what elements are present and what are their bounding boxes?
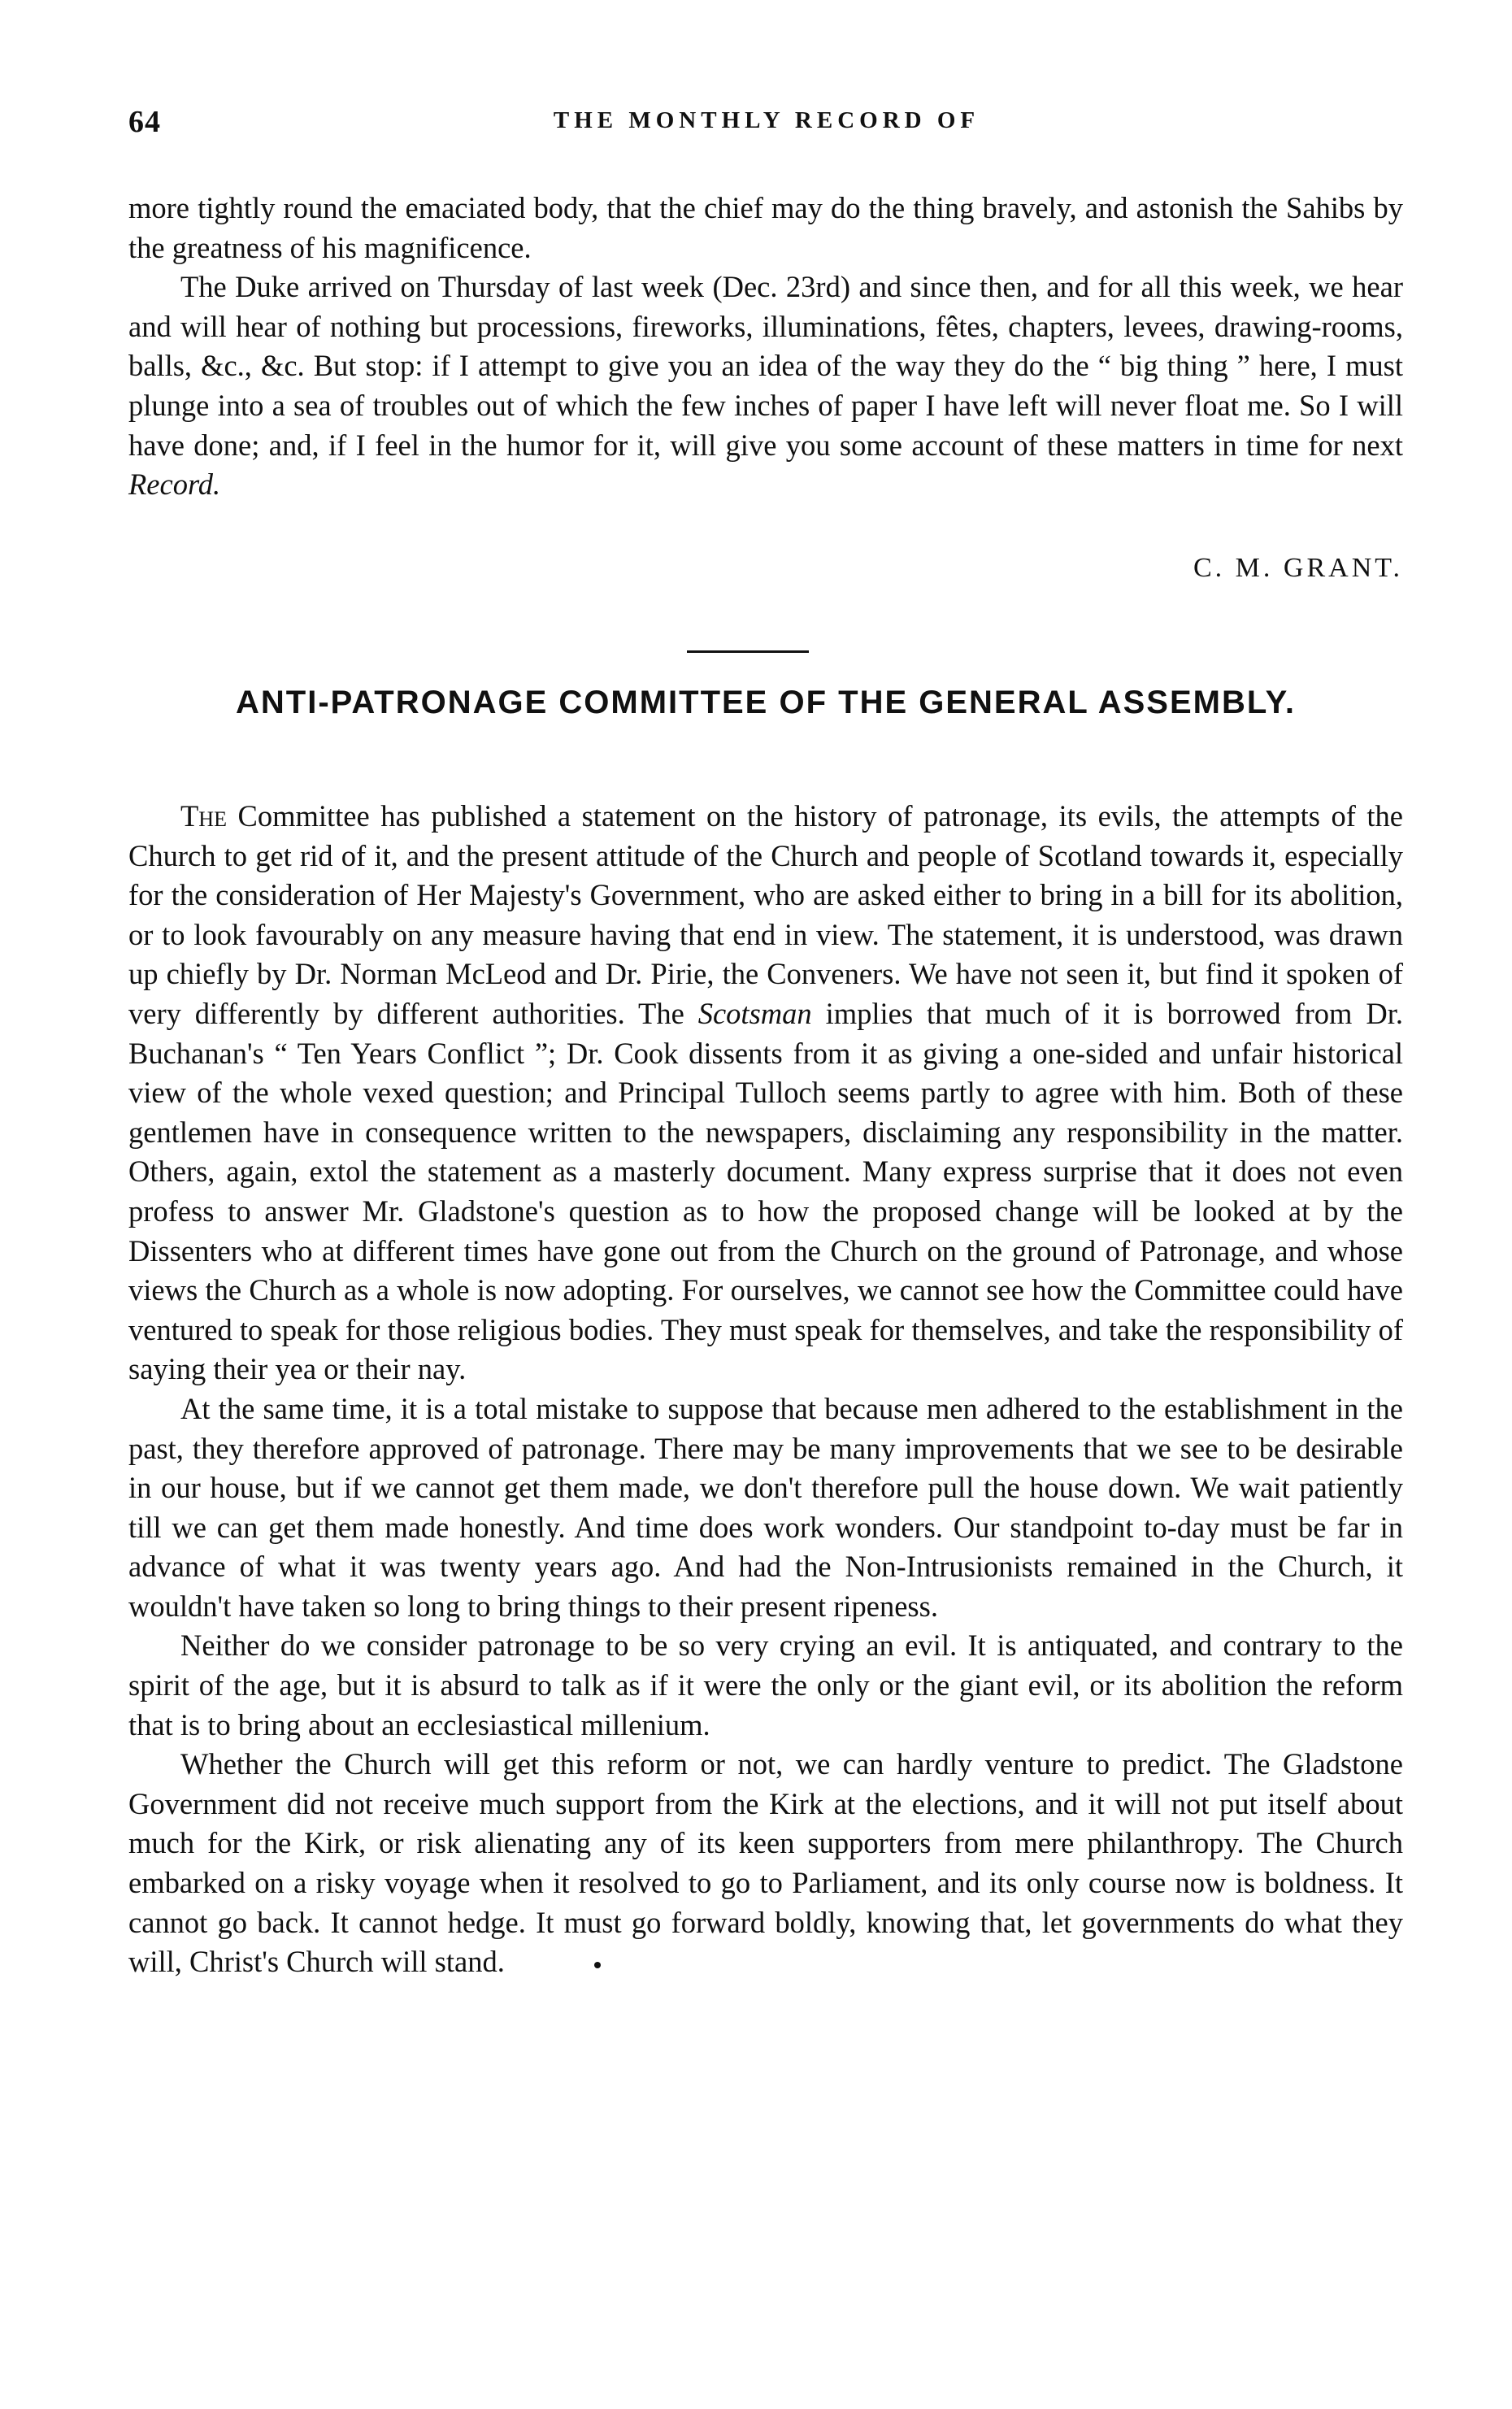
record-italic: Record. [128, 467, 221, 502]
letter-signature: C. M. GRANT. [1193, 553, 1403, 583]
article-paragraph-2: At the same time, it is a total mistake to suppose that because men adhered to the establishment in the past, they therefore approved of patronage. There may be many improvements that we see to be desirable in our house, but if we cannot get them made, we don't therefore pull the house down. We wait patiently till we can get them made honestly. And time does work wonders. Our standpoint to-day must be far in advance of what it was twenty years ago. And had the Non-Intrusionists remained in the Church, it wouldn't have taken so long to bring things to their present ripeness. [128, 1391, 1403, 1623]
article-paragraph-1-text-b: implies that much of it is borrowed from Dr. Buchanan's “ Ten Years Conflict ”; Dr. Cook dissents from it as giving a one-sided and unfair historical view of the whole vexed question; and Principal Tulloch seems partly to agree with him. Both of these gentlemen have in consequence written to the newspapers, disclaiming any responsibility in the matter. Others, again, extol the statement as a masterly document. Many express surprise that it does not even profess to answer Mr. Gladstone's question as to how the proposed change will be looked at by the Dissenters who at different times have gone out from the Church on the ground of Patronage, and whose views the Church as a whole is now adopting. For ourselves, we cannot see how the Committee could have ventured to speak for those religious bodies. They must speak for themselves, and take the responsibility of saying their yea or their nay. [128, 996, 1403, 1386]
article-paragraph-3: Neither do we consider patronage to be so very crying an evil. It is antiquated, and contrary to the spirit of the age, but it is absurd to talk as if it were the only or the giant evil, or its abolition the reform that is to bring about an ecclesiastical millenium. [128, 1628, 1403, 1742]
article-paragraph-4 [128, 1745, 1403, 1982]
letter-paragraph-2 [128, 267, 1403, 505]
letter-paragraph-1: more tightly round the emaciated body, that the chief may do the thing bravely, and astonish the Sahibs by the greatness of his magnificence. [128, 191, 1403, 264]
article-paragraph-1 [128, 797, 1403, 1389]
article-paragraph-1-text-a: Committee has published a statement on the history of patronage, its evils, the attempts of the Church to get rid of it, and the present attitude of the Church and people of Scotland towards it, especially for the consideration of Her Majesty's Government, who are asked either to bring in a bill for its abolition, or to look favourably on any measure having that end in view. The statement, it is understood, was drawn up chiefly by Dr. Norman McLeod and Dr. Pirie, the Conveners. We have not seen it, but find it spoken of very differently by different authorities. The [128, 799, 1403, 1030]
page-number: 64 [128, 105, 161, 139]
article-body [128, 797, 1403, 1982]
section-divider [687, 650, 809, 653]
article-heading: ANTI-PATRONAGE COMMITTEE OF THE GENERAL ASSEMBLY. [236, 685, 1296, 720]
end-mark-dot [594, 1962, 601, 1968]
running-head [128, 104, 1405, 153]
letter-continuation [128, 189, 1403, 505]
letter-paragraph-2-text: The Duke arrived on Thursday of last week (Dec. 23rd) and since then, and for all this week, we hear and will hear of nothing but processions, fireworks, illuminations, fêtes, chapters, levees, drawing-rooms, balls, &c., &c. But stop: if I attempt to give you an idea of the way they do the “ big thing ” here, I must plunge into a sea of troubles out of which the few inches of paper I have left will never float me. So I will have done; and, if I feel in the humor for it, will give you some account of these matters in time for next [128, 270, 1403, 462]
article-paragraph-4-text: Whether the Church will get this reform or not, we can hardly venture to predict. The Gladstone Government did not receive much support from the Kirk at the elections, and it will not put itself about much for the Kirk, or risk alienating any of its keen supporters from mere philanthropy. The Church embarked on a risky voyage when it resolved to go to Parliament, and its only course now is boldness. It cannot go back. It cannot hedge. It must go forward boldly, knowing that, let governments do what they will, Christ's Church will stand. [128, 1747, 1403, 1979]
paragraph-lead-word: The [180, 799, 227, 833]
running-title: THE MONTHLY RECORD OF [553, 107, 980, 133]
scotsman-italic: Scotsman [697, 996, 812, 1030]
